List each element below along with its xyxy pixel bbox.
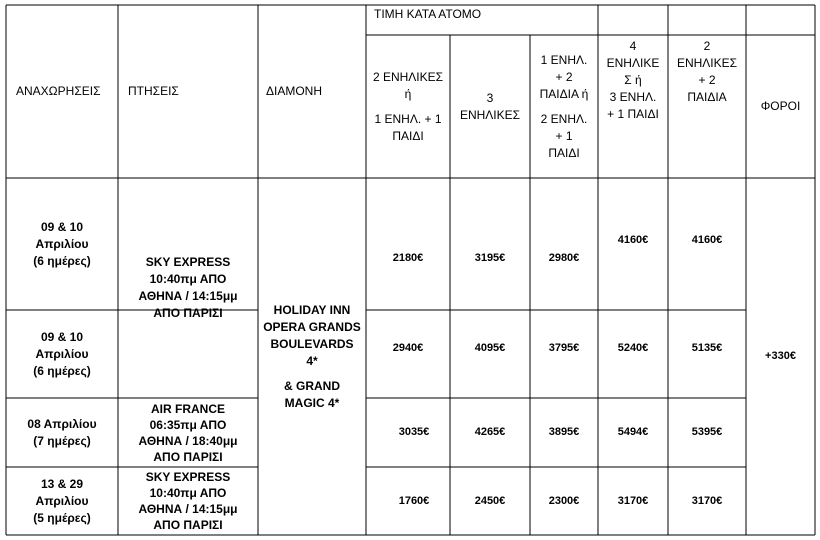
flight-line: SKY EXPRESS (145, 255, 231, 269)
price-cell (366, 398, 450, 467)
header-departures-label: ΑΝΑΧΩΡΗΣΕΙΣ (16, 84, 101, 98)
price-value: 3795€ (548, 341, 580, 354)
departure-line: (5 ημέρες) (33, 510, 91, 525)
price-value: 3895€ (548, 426, 580, 438)
price-cell (366, 310, 450, 398)
departure-line: (6 ημέρες) (33, 253, 91, 268)
header-col-4-adults-line: Σ ή (624, 73, 642, 87)
departure-cell (6, 310, 118, 398)
flight-line: ΑΠΟ ΠΑΡΙΣΙ (153, 306, 223, 320)
hotel-line: HOLIDAY INN (273, 302, 351, 317)
header-col-3-adults-line: ΕΝΗΛΙΚΕΣ (459, 107, 521, 122)
header-col-2-adults-line: 1 ΕΝΗΛ. + 1 (374, 111, 442, 126)
price-value: 3035€ (398, 426, 430, 438)
price-cell (450, 398, 530, 467)
header-col-3-adults (450, 35, 530, 178)
accommodation-cell (258, 178, 366, 535)
price-cell (530, 398, 598, 467)
taxes-cell (746, 178, 815, 535)
header-col-4-adults-line: 4 (629, 39, 637, 53)
hotel-line: BOULEVARDS (270, 336, 354, 351)
departure-line: 08 Απριλίου (27, 416, 97, 431)
flight-line: ΑΘΗΝΑ / 14:15μμ (138, 502, 238, 516)
price-value: 3170€ (691, 494, 723, 507)
price-cell (598, 467, 668, 535)
price-value: 4160€ (691, 233, 723, 246)
hotel-line: OPERA GRANDS (263, 319, 361, 334)
header-col-2-adults-line: ΠΑΙΔΙ (392, 128, 424, 143)
header-col-4-adults-line: ΕΝΗΛΙΚΕ (606, 56, 660, 70)
flight-cell (118, 398, 258, 467)
hotel-line: MAGIC 4* (284, 395, 340, 410)
header-col-1-adult-2-children-line: ΠΑΙΔΙΑ ή (539, 86, 589, 101)
price-value: 2180€ (392, 251, 424, 264)
header-accommodation-label: ΔΙΑΜΟΝΗ (266, 84, 323, 98)
header-col-2-adults (366, 35, 450, 178)
price-value: 2300€ (548, 494, 580, 507)
header-flights-label: ΠΤΗΣΕΙΣ (128, 84, 179, 98)
price-cell (668, 398, 746, 467)
hotel-line: 4* (306, 353, 318, 368)
price-value: 5395€ (691, 426, 723, 438)
price-value: 5240€ (617, 341, 649, 354)
price-cell (598, 398, 668, 467)
header-col-2-adults-line: 2 ΕΝΗΛΙΚΕΣ (372, 69, 444, 84)
header-col-1-adult-2-children (530, 35, 598, 178)
price-cell (450, 178, 530, 310)
price-value: 5135€ (691, 341, 723, 354)
header-departures (6, 5, 118, 178)
price-cell (366, 467, 450, 535)
departure-line: 09 & 10 (40, 219, 84, 234)
price-value: 2980€ (548, 251, 580, 264)
header-taxes (746, 35, 815, 178)
price-value: 1760€ (398, 494, 430, 507)
header-col-2-adults-2-children (668, 35, 746, 178)
header-col-1-adult-2-children-line: ΠΑΙΔΙ (548, 145, 580, 160)
flight-cell (118, 467, 258, 535)
flight-line: SKY EXPRESS (145, 470, 231, 484)
price-value: 4095€ (474, 341, 506, 354)
departure-cell (6, 398, 118, 467)
price-value: 3195€ (474, 251, 506, 264)
header-price-per-person-label: ΤΙΜΗ ΚΑΤΑ ΑΤΟΜΟ (374, 7, 482, 21)
price-cell (668, 310, 746, 398)
header-col-2-adults-2-children-line: + 2 (698, 73, 716, 87)
flight-line: ΑΘΗΝΑ / 14:15μμ (138, 289, 238, 303)
header-col-2-adults-2-children-line: ΠΑΙΔΙΑ (687, 90, 727, 104)
price-value: 2450€ (474, 494, 506, 507)
header-col-1-adult-2-children-line: + 2 (555, 69, 573, 84)
price-cell (530, 467, 598, 535)
departure-cell (6, 467, 118, 535)
flight-line: ΑΘΗΝΑ / 18:40μμ (138, 433, 238, 448)
header-col-3-adults-line: 3 (486, 90, 494, 105)
price-cell (598, 310, 668, 398)
header-col-4-adults (598, 35, 668, 178)
flight-cell (118, 178, 258, 398)
price-value: 3170€ (617, 494, 649, 507)
departure-cell (6, 178, 118, 310)
departure-line: (7 ημέρες) (33, 433, 91, 448)
price-cell (598, 178, 668, 310)
header-col-2-adults-line: ή (404, 86, 412, 101)
price-cell (668, 467, 746, 535)
price-cell (450, 467, 530, 535)
price-value: 2940€ (392, 341, 424, 354)
header-flights (118, 5, 258, 178)
flight-line: 10:40πμ ΑΠΟ (149, 272, 227, 286)
price-cell (668, 178, 746, 310)
price-cell (530, 310, 598, 398)
hotel-line: & GRAND (284, 378, 340, 393)
header-accommodation (258, 5, 366, 178)
header-col-2-adults-2-children-line: 2 (703, 39, 711, 53)
departure-line: 13 & 29 (40, 476, 84, 491)
price-cell (366, 178, 450, 310)
header-col-1-adult-2-children-line: 1 ΕΝΗΛ. (540, 52, 588, 67)
price-value: 4160€ (617, 233, 649, 246)
departure-line: (6 ημέρες) (33, 363, 91, 378)
flight-line: ΑΠΟ ΠΑΡΙΣΙ (153, 449, 223, 464)
header-col-2-adults-2-children-line: ΕΝΗΛΙΚΕΣ (676, 56, 738, 70)
taxes-value: +330€ (765, 350, 796, 362)
flight-line: AIR FRANCE (151, 401, 225, 416)
price-cell (530, 178, 598, 310)
departure-line: 09 & 10 (40, 329, 84, 344)
flight-line: 06:35πμ ΑΠΟ (149, 417, 227, 432)
price-value: 5494€ (617, 426, 649, 438)
header-price-per-person (366, 5, 598, 35)
flight-line: 10:40πμ ΑΠΟ (149, 486, 227, 500)
departure-line: Απριλίου (35, 346, 89, 361)
departure-line: Απριλίου (35, 493, 89, 508)
header-taxes-label: ΦΟΡΟΙ (760, 99, 801, 113)
price-value: 4265€ (474, 426, 506, 438)
flight-line: ΑΠΟ ΠΑΡΙΣΙ (153, 518, 223, 532)
price-cell (450, 310, 530, 398)
header-col-1-adult-2-children-line: + 1 (555, 128, 573, 143)
departure-line: Απριλίου (35, 236, 89, 251)
header-col-1-adult-2-children-line: 2 ΕΝΗΛ. (540, 111, 588, 126)
header-col-4-adults-line: + 1 ΠΑΙΔΙ (607, 107, 659, 121)
header-col-4-adults-line: 3 ΕΝΗΛ. (609, 90, 657, 104)
